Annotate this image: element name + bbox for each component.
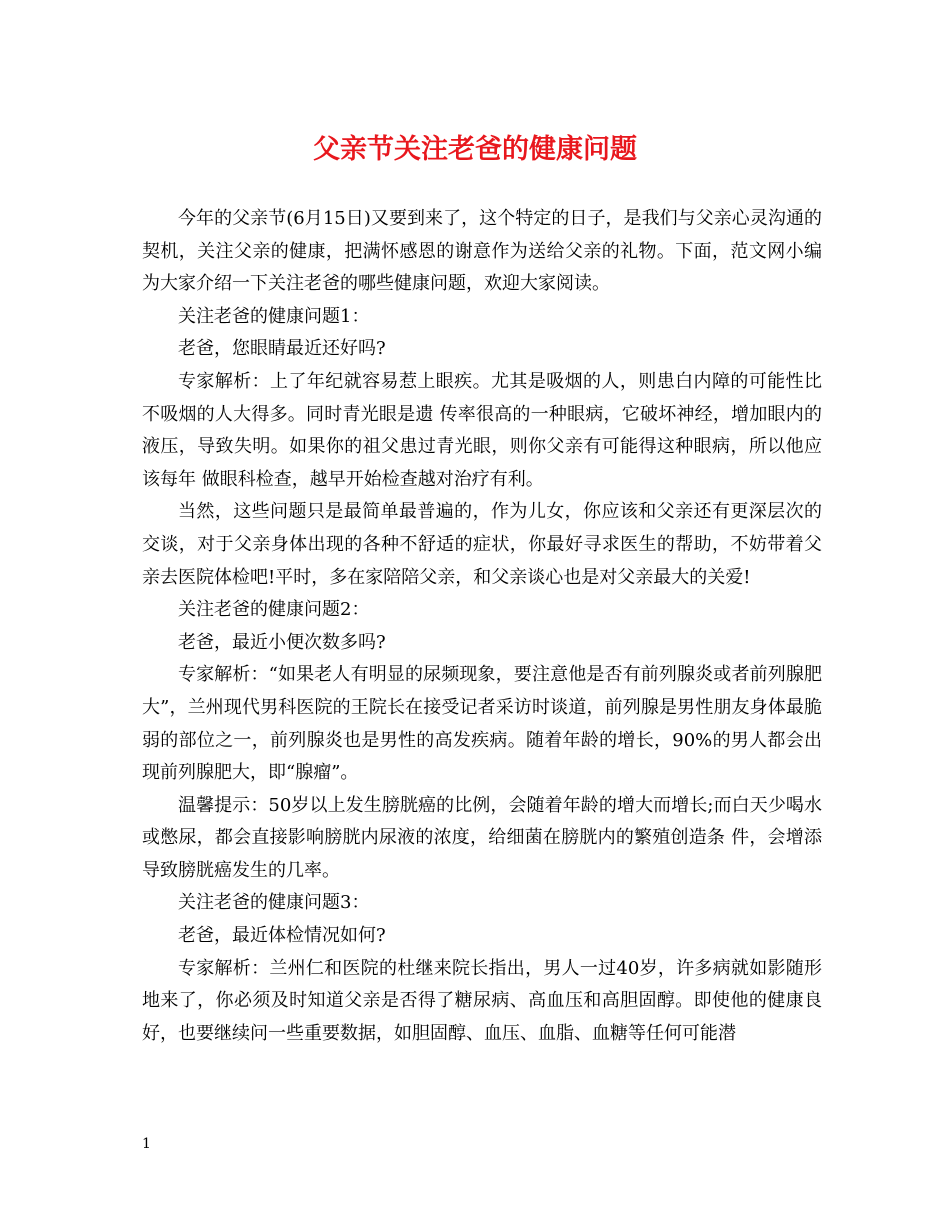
document-body	[142, 203, 822, 1050]
warm-tip: 温馨提示：50岁以上发生膀胱癌的比例，会随着年龄的增大而增长;而白天少喝水或憋尿，都会直接影响膀胱内尿液的浓度，给细菌在膀胱内的繁殖创造条 件，会增添导致膀胱癌发生的几率。	[142, 794, 822, 881]
page-title: 父亲节关注老爸的健康问题	[313, 134, 637, 165]
section-heading-1: 关注老爸的健康问题1：	[178, 305, 370, 327]
paragraph-advice: 当然，这些问题只是最简单最普遍的，作为儿女，你应该和父亲还有更深层次的交谈，对于父亲身体出现的各种不舒适的症状，你最好寻求医生的帮助，不妨带着父亲去医院体检吧!平时，多在家陪陪父亲，和父亲谈心也是对父亲最大的关爱!	[142, 501, 822, 588]
question-3: 老爸，最近体检情况如何?	[178, 925, 386, 947]
expert-analysis-1: 专家解析：上了年纪就容易惹上眼疾。尤其是吸烟的人，则患白内障的可能性比不吸烟的人大得多。同时青光眼是遗 传率很高的一种眼病，它破坏神经，增加眼内的液压，导致失明。如果你的祖父患过青光眼，则你父亲有可能得这种眼病，所以他应该每年 做眼科检查，越早开始检查越对治疗有利。	[142, 370, 822, 490]
expert-analysis-2: 专家解析：“如果老人有明显的尿频现象，要注意他是否有前列腺炎或者前列腺肥大”，兰州现代男科医院的王院长在接受记者采访时谈道，前列腺是男性朋友身体最脆弱的部位之一，前列腺炎也是男性的高发疾病。随着年龄的增长，90%的男人都会出现前列腺肥大，即“腺瘤”。	[142, 664, 822, 784]
question-1: 老爸，您眼睛最近还好吗?	[178, 338, 386, 360]
page-number: 1	[142, 1136, 151, 1152]
question-2: 老爸，最近小便次数多吗?	[178, 631, 386, 653]
section-heading-3: 关注老爸的健康问题3：	[178, 892, 370, 914]
expert-analysis-3: 专家解析：兰州仁和医院的杜继来院长指出，男人一过40岁，许多病就如影随形地来了，你必须及时知道父亲是否得了糖尿病、高血压和高胆固醇。即使他的健康良好，也要继续问一些重要数据，如胆固醇、血压、血脂、血糖等任何可能潜	[142, 957, 822, 1044]
paragraph-intro: 今年的父亲节(6月15日)又要到来了，这个特定的日子，是我们与父亲心灵沟通的契机，关注父亲的健康，把满怀感恩的谢意作为送给父亲的礼物。下面，范文网小编为大家介绍一下关注老爸的哪些健康问题，欢迎大家阅读。	[142, 208, 822, 295]
section-heading-2: 关注老爸的健康问题2：	[178, 599, 370, 621]
